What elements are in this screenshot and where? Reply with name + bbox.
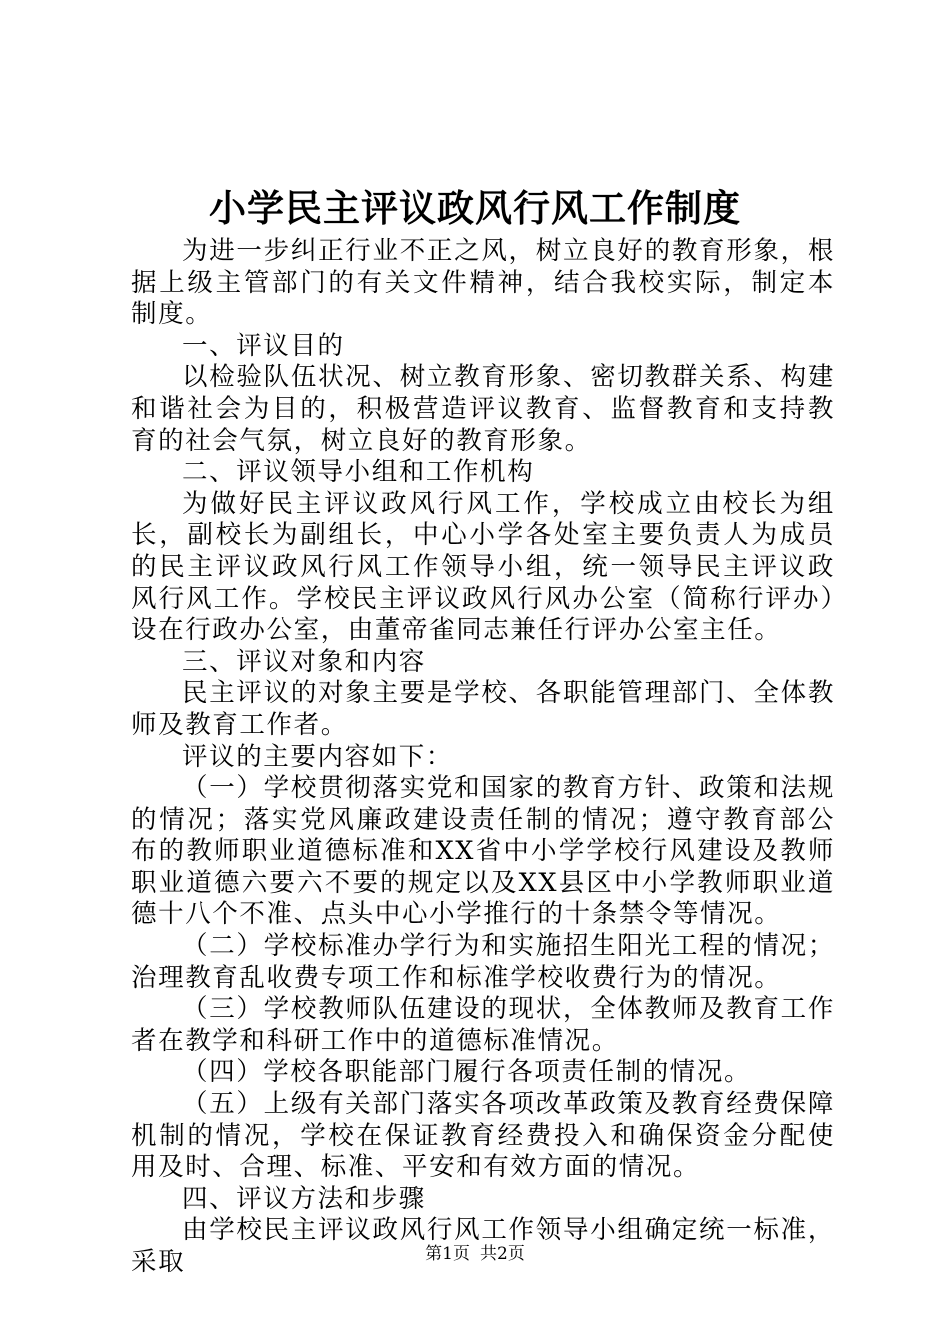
section-heading-1: 一、评议目的	[182, 330, 345, 361]
page-total: 共2页	[480, 1244, 525, 1264]
section-heading-2: 二、评议领导小组和工作机构	[182, 457, 535, 488]
page-number: 第1页	[425, 1244, 470, 1264]
paragraph-intro: 为进一步纠正行业不正之风，树立良好的教育形象，根据上级主管部门的有关文件精神，结合我校实际，制定本制度。	[131, 236, 835, 330]
paragraph-content-intro: 评议的主要内容如下：	[182, 741, 454, 772]
section-heading-3: 三、评议对象和内容	[182, 646, 426, 677]
paragraph-item-4: （四）学校各职能部门履行各项责任制的情况。	[182, 1057, 752, 1088]
paragraph-item-1: （一）学校贯彻落实党和国家的教育方针、政策和法规的情况；落实党风廉政建设责任制的情况；遵守教育部公布的教师职业道德标准和XX省中小学学校行风建设及教师职业道德六要六不要的规定以及XX县区中小学教师职业道德十八个不准、点头中心小学推行的十条禁令等情况。	[131, 773, 835, 930]
paragraph-targets: 民主评议的对象主要是学校、各职能管理部门、全体教师及教育工作者。	[131, 678, 835, 740]
paragraph-methods: 由学校民主评议政风行风工作领导小组确定统一标准，采取	[131, 1215, 835, 1277]
section-heading-4: 四、评议方法和步骤	[182, 1183, 426, 1214]
document-body	[131, 236, 835, 1279]
paragraph-item-3: （三）学校教师队伍建设的现状，全体教师及教育工作者在教学和科研工作中的道德标准情况。	[131, 994, 835, 1056]
page-footer	[0, 1242, 950, 1266]
paragraph-purpose: 以检验队伍状况、树立教育形象、密切教群关系、构建和谐社会为目的，积极营造评议教育、监督教育和支持教育的社会气氛，树立良好的教育形象。	[131, 362, 835, 456]
paragraph-item-5: （五）上级有关部门落实各项改革政策及教育经费保障机制的情况，学校在保证教育经费投入和确保资金分配使用及时、合理、标准、平安和有效方面的情况。	[131, 1089, 835, 1183]
document-title: 小学民主评议政风行风工作制度	[209, 186, 741, 230]
paragraph-item-2: （二）学校标准办学行为和实施招生阳光工程的情况；治理教育乱收费专项工作和标准学校收费行为的情况。	[131, 931, 835, 993]
paragraph-leadership: 为做好民主评议政风行风工作，学校成立由校长为组长，副校长为副组长，中心小学各处室主要负责人为成员的民主评议政风行风工作领导小组，统一领导民主评议政风行风工作。学校民主评议政风行风办公室（简称行评办）设在行政办公室，由董帝雀同志兼任行评办公室主任。	[131, 488, 835, 646]
